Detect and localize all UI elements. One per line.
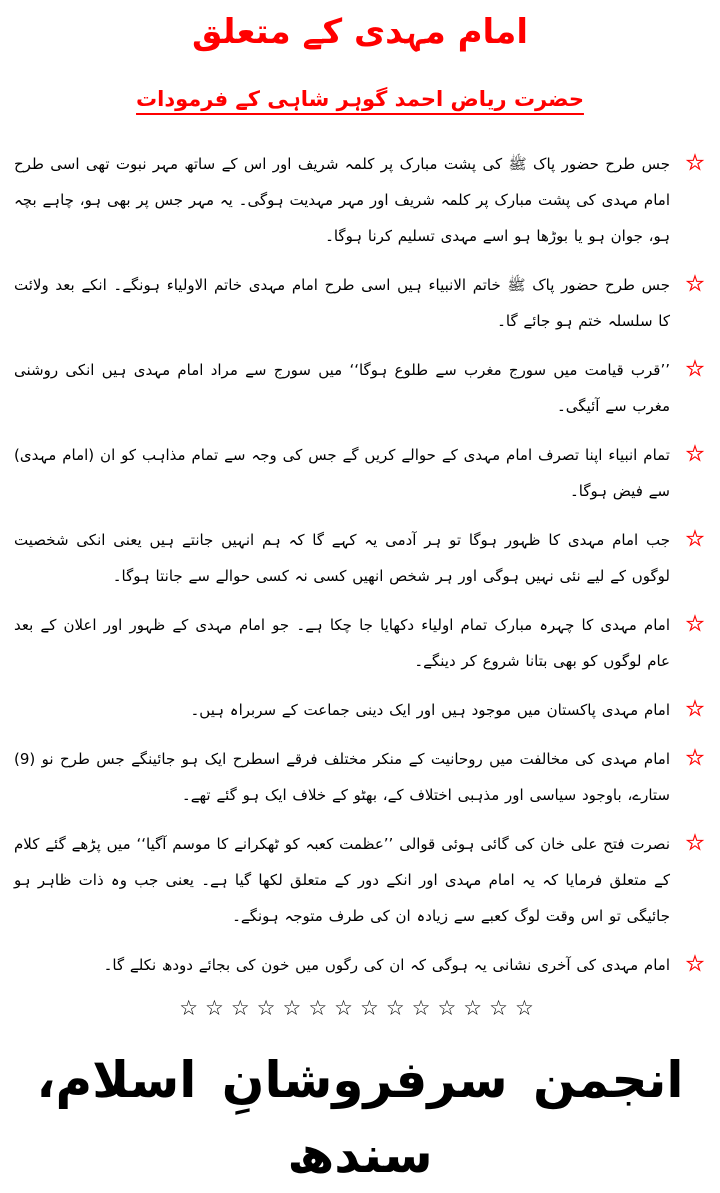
list-item [14, 522, 708, 594]
document-header [10, 10, 710, 120]
star-bullet-icon: ☆ [685, 612, 705, 638]
list-item [14, 267, 708, 339]
star-bullet-icon: ☆ [685, 527, 705, 553]
list-item [14, 146, 708, 254]
saying-text: جس طرح حضور پاک ﷺ خاتم الانبیاء ہیں اسی طرح امام مہدی خاتم الاولیاء ہونگے۔ انکے بعد ولائت کا سلسلہ ختم ہو جائے گا۔ [14, 276, 670, 331]
saying-text: نصرت فتح علی خان کی گائی ہوئی قوالی ’’عظمت کعبہ کو ٹھکرانے کا موسم آگیا‘‘ میں پڑھے گئے کلام کے متعلق فرمایا کہ یہ امام مہدی اور انکے دور کے متعلق لکھا گیا ہے۔ یعنی جب وہ ذات ظاہر ہو جائیگی تو اس وقت لوگ کعبے سے زیادہ ان کی طرف متوجہ ہونگے۔ [14, 835, 670, 926]
star-bullet-icon: ☆ [685, 952, 705, 978]
star-bullet-icon: ☆ [685, 272, 705, 298]
star-bullet-icon: ☆ [685, 151, 705, 177]
star-separator-row: ☆☆☆☆☆☆☆☆☆☆☆☆☆☆ [179, 996, 541, 1021]
list-item [14, 607, 708, 679]
list-item [14, 692, 708, 728]
list-item [14, 741, 708, 813]
footer-organization-title: انجمن سرفروشانِ اسلام، سندھ [36, 1051, 684, 1185]
list-item [14, 947, 708, 983]
list-item [14, 437, 708, 509]
list-item [14, 352, 708, 424]
saying-text: جس طرح حضور پاک ﷺ کی پشت مبارک پر کلمہ شریف اور اس کے ساتھ مہر نبوت تھی اسی طرح امام مہدی کی پشت مبارک پر کلمہ شریف اور مہر مہدیت ہوگی۔ یہ مہر جس پر بھی ہو، چاہے بچہ ہو، جوان ہو یا بوڑھا ہو اسے مہدی تسلیم کرنا ہوگا۔ [14, 155, 670, 246]
star-bullet-icon: ☆ [685, 442, 705, 468]
star-bullet-icon: ☆ [685, 746, 705, 772]
list-item [14, 826, 708, 934]
sayings-list [10, 146, 710, 983]
saying-text: امام مہدی کا چہرہ مبارک تمام اولیاء دکھایا جا چکا ہے۔ جو امام مہدی کے ظہور اور اعلان کے بعد عام لوگوں کو بھی بتانا شروع کر دینگے۔ [14, 616, 670, 671]
saying-text: جب امام مہدی کا ظہور ہوگا تو ہر آدمی یہ کہے گا کہ ہم انہیں جانتے ہیں یعنی انکی شخصیت لوگوں کے لیے نئی نہیں ہوگی اور ہر شخص انھیں کسی نہ کسی حوالے سے جانتا ہوگا۔ [14, 531, 670, 586]
star-bullet-icon: ☆ [685, 357, 705, 383]
star-bullet-icon: ☆ [685, 697, 705, 723]
page-title: امام مہدی کے متعلق [191, 12, 528, 52]
saying-text: امام مہدی کی مخالفت میں روحانیت کے منکر مختلف فرقے اسطرح ایک ہو جائینگے جس طرح نو (9) ستارے، باوجود سیاسی اور مذہبی اختلاف کے، بھٹو کے خلاف ایک ہو گئے تھے۔ [14, 750, 670, 805]
saying-text: امام مہدی پاکستان میں موجود ہیں اور ایک دینی جماعت کے سربراہ ہیں۔ [190, 701, 670, 720]
page-subtitle: حضرت ریاض احمد گوہر شاہی کے فرمودات [136, 86, 584, 111]
saying-text: تمام انبیاء اپنا تصرف امام مہدی کے حوالے کریں گے جس کی وجہ سے تمام مذاہب کو ان (امام مہدی) سے فیض ہوگا۔ [14, 446, 670, 501]
star-bullet-icon: ☆ [685, 831, 705, 857]
saying-text: ’’قرب قیامت میں سورج مغرب سے طلوع ہوگا‘‘ میں سورج سے مراد امام مہدی ہیں انکی روشنی مغرب سے آئیگی۔ [14, 361, 670, 416]
saying-text: امام مہدی کی آخری نشانی یہ ہوگی کہ ان کی رگوں میں خون کی بجائے دودھ نکلے گا۔ [103, 956, 670, 975]
